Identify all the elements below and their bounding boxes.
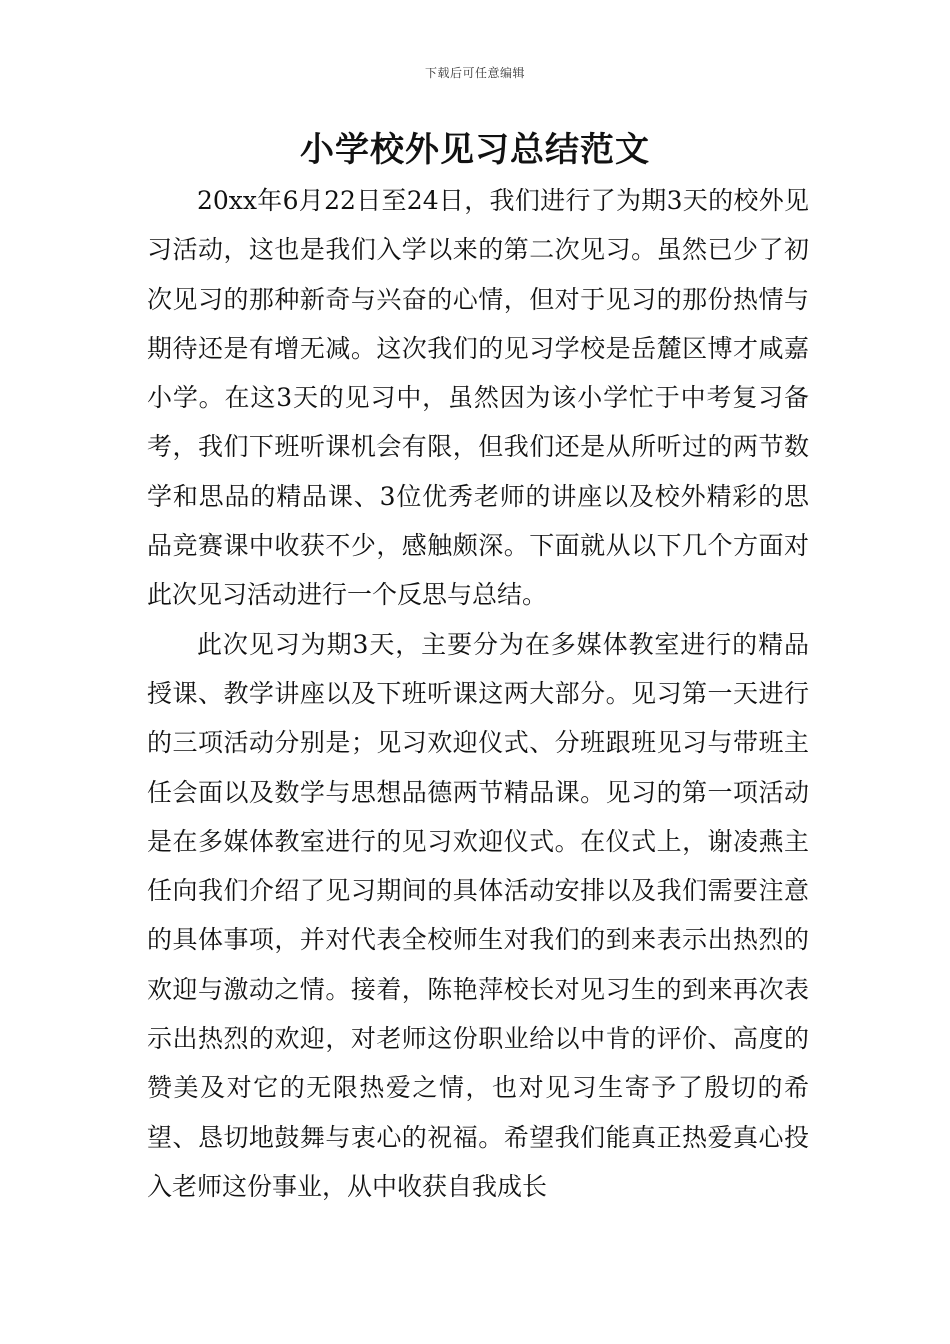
paragraph-1: 20xx年6月22日至24日，我们进行了为期3天的校外见习活动，这也是我们入学以来的第二次见习。虽然已少了初次见习的那种新奇与兴奋的心情，但对于见习的那份热情与期待还是有增无减。这次我们的见习学校是岳麓区博才咸嘉小学。在这3天的见习中，虽然因为该小学忙于中考复习备考，我们下班听课机会有限，但我们还是从所听过的两节数学和思品的精品课、3位优秀老师的讲座以及校外精彩的思品竞赛课中收获不少，感触颇深。下面就从以下几个方面对此次见习活动进行一个反思与总结。 bbox=[147, 186, 809, 610]
page-header: 下载后可任意编辑 bbox=[424, 66, 525, 80]
document-title: 小学校外见习总结范文 bbox=[300, 130, 650, 170]
paragraph-2: 此次见习为期3天，主要分为在多媒体教室进行的精品授课、教学讲座以及下班听课这两大部分。见习第一天进行的三项活动分别是；见习欢迎仪式、分班跟班见习与带班主任会面以及数学与思想品德两节精品课。见习的第一项活动是在多媒体教室进行的见习欢迎仪式。在仪式上，谢凌燕主任向我们介绍了见习期间的具体活动安排以及我们需要注意的具体事项，并对代表全校师生对我们的到来表示出热烈的欢迎与激动之情。接着，陈艳萍校长对见习生的到来再次表示出热烈的欢迎，对老师这份职业给以中肯的评价、高度的赞美及对它的无限热爱之情，也对见习生寄予了殷切的希望、恳切地鼓舞与衷心的祝福。希望我们能真正热爱真心投入老师这份事业，从中收获自我成长 bbox=[147, 629, 809, 1201]
document-body bbox=[147, 176, 809, 1211]
